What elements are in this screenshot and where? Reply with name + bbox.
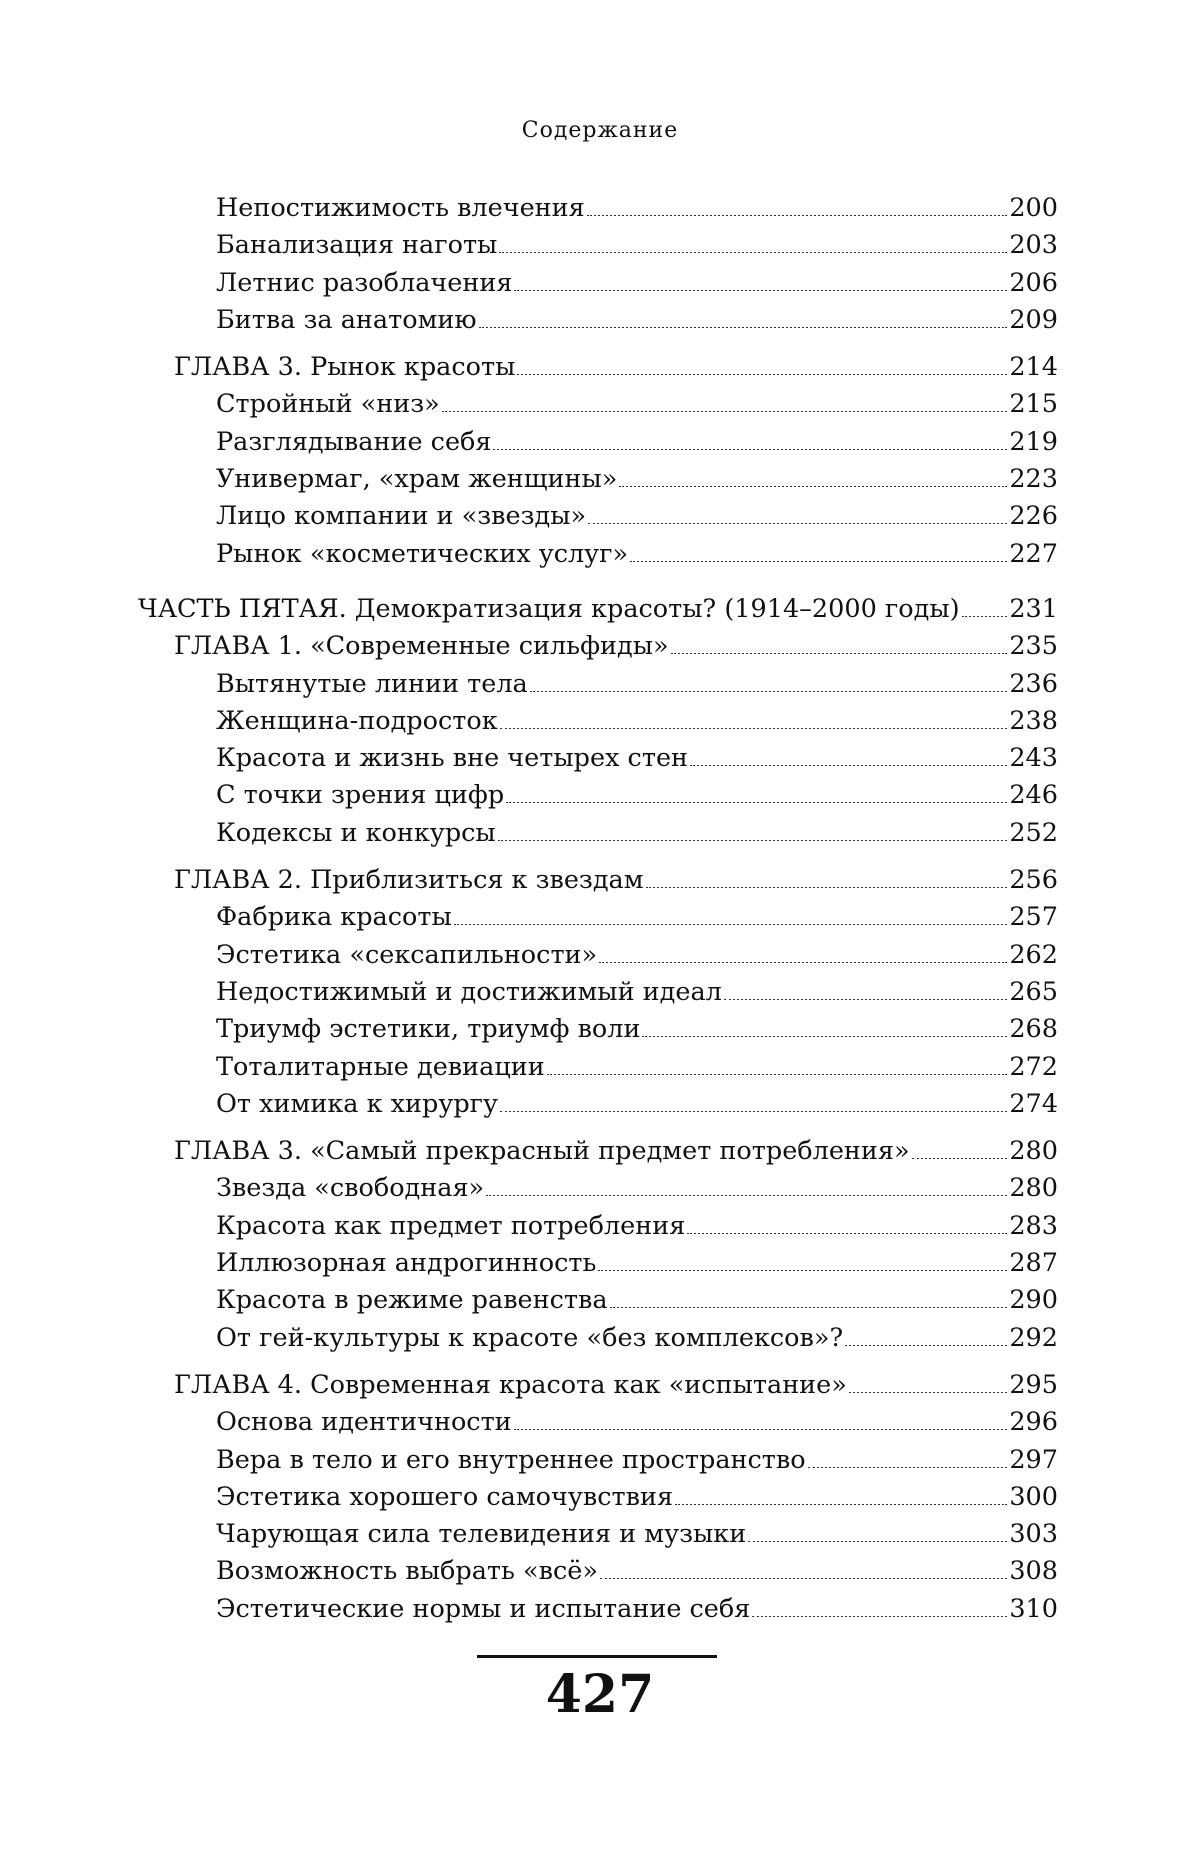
toc-block-chapter <box>0 1133 1200 1357</box>
toc-entry-page: 252 <box>1009 815 1058 852</box>
dot-leader <box>724 999 1007 1000</box>
toc-entry-section <box>0 703 1200 740</box>
toc-entry-section <box>0 1282 1200 1319</box>
dot-leader <box>671 653 1008 654</box>
toc-entry-section <box>0 1404 1200 1441</box>
toc-block-chapter <box>0 1367 1200 1628</box>
toc-entry-page: 209 <box>1009 302 1058 339</box>
toc-entry-title: Вера в тело и его внутреннее пространство <box>216 1442 806 1479</box>
running-head: Содержание <box>0 118 1200 143</box>
toc-entry-page: 200 <box>1009 190 1058 227</box>
toc-entry-page: 287 <box>1009 1245 1058 1282</box>
toc-entry-page: 300 <box>1009 1479 1058 1516</box>
toc-entry-section <box>0 1479 1200 1516</box>
toc-entry-section <box>0 302 1200 339</box>
table-of-contents <box>0 190 1200 1638</box>
toc-entry-page: 235 <box>1009 628 1058 665</box>
dot-leader <box>642 1036 1007 1037</box>
dot-leader <box>845 1345 1007 1346</box>
dot-leader <box>517 374 1007 375</box>
toc-entry-chapter <box>0 862 1200 899</box>
toc-entry-page: 203 <box>1009 227 1058 264</box>
toc-entry-chapter <box>0 1133 1200 1170</box>
dot-leader <box>500 728 1008 729</box>
toc-entry-title: От химика к хирургу <box>216 1086 498 1123</box>
toc-entry-page: 262 <box>1009 937 1058 974</box>
toc-entry-page: 292 <box>1009 1320 1058 1357</box>
dot-leader <box>514 290 1007 291</box>
toc-entry-section <box>0 536 1200 573</box>
toc-entry-page: 223 <box>1009 461 1058 498</box>
toc-entry-title: Триумф эстетики, триумф воли <box>216 1011 640 1048</box>
dot-leader <box>547 1074 1008 1075</box>
toc-entry-chapter <box>0 628 1200 665</box>
dot-leader <box>500 1111 1007 1112</box>
dot-leader <box>690 765 1007 766</box>
toc-entry-section <box>0 777 1200 814</box>
toc-entry-page: 257 <box>1009 899 1058 936</box>
toc-entry-section <box>0 1245 1200 1282</box>
toc-entry-page: 219 <box>1009 424 1058 461</box>
toc-entry-title: С точки зрения цифр <box>216 777 504 814</box>
toc-entry-page: 303 <box>1009 1516 1058 1553</box>
toc-entry-section <box>0 937 1200 974</box>
toc-entry-page: 272 <box>1009 1049 1058 1086</box>
dot-leader <box>748 1541 1007 1542</box>
toc-entry-title: Лицо компании и «звезды» <box>216 498 586 535</box>
toc-entry-title: Эстетика хорошего самочувствия <box>216 1479 673 1516</box>
toc-entry-page: 206 <box>1009 265 1058 302</box>
toc-entry-page: 265 <box>1009 974 1058 1011</box>
dot-leader <box>499 252 1007 253</box>
dot-leader <box>599 962 1007 963</box>
dot-leader <box>442 411 1008 412</box>
toc-entry-section <box>0 265 1200 302</box>
toc-entry-title: Красота и жизнь вне четырех стен <box>216 740 688 777</box>
dot-leader <box>687 1233 1007 1234</box>
toc-entry-title: ЧАСТЬ ПЯТАЯ. Демократизация красоты? (1914–2000 годы) <box>138 591 960 628</box>
toc-entry-section <box>0 1011 1200 1048</box>
toc-entry-title: Битва за анатомию <box>216 302 477 339</box>
toc-entry-title: Возможность выбрать «всё» <box>216 1553 598 1590</box>
toc-block-chapter <box>0 349 1200 573</box>
toc-entry-page: 295 <box>1009 1367 1058 1404</box>
toc-entry-title: ГЛАВА 3. «Самый прекрасный предмет потребления» <box>174 1133 910 1170</box>
toc-entry-title: ГЛАВА 3. Рынок красоты <box>174 349 515 386</box>
toc-entry-section <box>0 1170 1200 1207</box>
dot-leader <box>588 523 1007 524</box>
toc-entry-page: 296 <box>1009 1404 1058 1441</box>
toc-entry-title: Основа идентичности <box>216 1404 512 1441</box>
toc-entry-title: От гей-культуры к красоте «без комплексов»? <box>216 1320 843 1357</box>
toc-entry-page: 290 <box>1009 1282 1058 1319</box>
dot-leader <box>849 1392 1007 1393</box>
toc-entry-title: Рынок «косметических услуг» <box>216 536 628 573</box>
toc-entry-title: Вытянутые линии тела <box>216 666 528 703</box>
dot-leader <box>619 486 1007 487</box>
toc-block-part <box>0 591 1200 852</box>
dot-leader <box>600 1578 1007 1579</box>
toc-entry-title: Стройный «низ» <box>216 386 440 423</box>
toc-entry-section <box>0 1049 1200 1086</box>
toc-entry-title: Летнис разоблачения <box>216 265 512 302</box>
toc-entry-page: 268 <box>1009 1011 1058 1048</box>
toc-block-continuation <box>0 190 1200 339</box>
toc-entry-title: Недостижимый и достижимый идеал <box>216 974 722 1011</box>
toc-entry-section <box>0 1591 1200 1628</box>
toc-entry-section <box>0 740 1200 777</box>
toc-entry-page: 226 <box>1009 498 1058 535</box>
dot-leader <box>454 924 1008 925</box>
toc-entry-title: Звезда «свободная» <box>216 1170 484 1207</box>
dot-leader <box>630 561 1007 562</box>
toc-entry-title: Чарующая сила телевидения и музыки <box>216 1516 746 1553</box>
toc-entry-title: Разглядывание себя <box>216 424 491 461</box>
toc-entry-title: Кодексы и конкурсы <box>216 815 496 852</box>
dot-leader <box>646 887 1008 888</box>
toc-entry-section <box>0 461 1200 498</box>
dot-leader <box>530 691 1008 692</box>
toc-entry-page: 280 <box>1009 1133 1058 1170</box>
toc-entry-page: 256 <box>1009 862 1058 899</box>
toc-entry-page: 231 <box>1009 591 1058 628</box>
toc-entry-title: Банализация наготы <box>216 227 497 264</box>
dot-leader <box>506 802 1007 803</box>
toc-entry-page: 283 <box>1009 1208 1058 1245</box>
dot-leader <box>912 1158 1008 1159</box>
toc-entry-title: Фабрика красоты <box>216 899 452 936</box>
dot-leader <box>498 840 1008 841</box>
toc-entry-section <box>0 1516 1200 1553</box>
toc-entry-section <box>0 974 1200 1011</box>
toc-entry-page: 238 <box>1009 703 1058 740</box>
dot-leader <box>587 215 1008 216</box>
dot-leader <box>598 1270 1007 1271</box>
toc-entry-page: 227 <box>1009 536 1058 573</box>
toc-entry-part <box>0 591 1200 628</box>
toc-entry-title: ГЛАВА 2. Приблизиться к звездам <box>174 862 644 899</box>
dot-leader <box>479 327 1008 328</box>
toc-entry-title: Иллюзорная андрогинность <box>216 1245 596 1282</box>
dot-leader <box>808 1467 1008 1468</box>
toc-entry-page: 274 <box>1009 1086 1058 1123</box>
toc-entry-title: Эстетические нормы и испытание себя <box>216 1591 750 1628</box>
toc-entry-page: 308 <box>1009 1553 1058 1590</box>
toc-entry-section <box>0 1208 1200 1245</box>
toc-entry-section <box>0 227 1200 264</box>
dot-leader <box>675 1504 1007 1505</box>
toc-entry-title: ГЛАВА 4. Современная красота как «испытание» <box>174 1367 847 1404</box>
toc-entry-page: 246 <box>1009 777 1058 814</box>
toc-entry-title: Универмаг, «храм женщины» <box>216 461 617 498</box>
dot-leader <box>610 1307 1008 1308</box>
dot-leader <box>962 616 1008 617</box>
footer-rule <box>477 1655 717 1658</box>
toc-entry-page: 310 <box>1009 1591 1058 1628</box>
dot-leader <box>752 1616 1007 1617</box>
toc-entry-section <box>0 1553 1200 1590</box>
toc-entry-section <box>0 498 1200 535</box>
toc-entry-title: Красота как предмет потребления <box>216 1208 685 1245</box>
toc-entry-chapter <box>0 349 1200 386</box>
toc-entry-chapter <box>0 1367 1200 1404</box>
toc-entry-title: ГЛАВА 1. «Современные сильфиды» <box>174 628 669 665</box>
toc-entry-section <box>0 1442 1200 1479</box>
toc-block-chapter <box>0 862 1200 1123</box>
toc-entry-section <box>0 1320 1200 1357</box>
toc-entry-section <box>0 666 1200 703</box>
toc-entry-page: 280 <box>1009 1170 1058 1207</box>
toc-entry-title: Эстетика «сексапильности» <box>216 937 597 974</box>
toc-entry-section <box>0 190 1200 227</box>
dot-leader <box>493 449 1007 450</box>
toc-entry-title: Красота в режиме равенства <box>216 1282 608 1319</box>
toc-entry-section <box>0 1086 1200 1123</box>
toc-entry-section <box>0 899 1200 936</box>
toc-entry-page: 236 <box>1009 666 1058 703</box>
toc-entry-section <box>0 386 1200 423</box>
page-number: 427 <box>0 1664 1200 1725</box>
toc-entry-title: Женщина-подросток <box>216 703 498 740</box>
toc-entry-section <box>0 424 1200 461</box>
toc-entry-title: Тоталитарные девиации <box>216 1049 545 1086</box>
toc-entry-title: Непостижимость влечения <box>216 190 585 227</box>
dot-leader <box>486 1195 1007 1196</box>
toc-entry-page: 214 <box>1009 349 1058 386</box>
toc-entry-page: 297 <box>1009 1442 1058 1479</box>
toc-entry-section <box>0 815 1200 852</box>
toc-entry-page: 243 <box>1009 740 1058 777</box>
dot-leader <box>514 1429 1008 1430</box>
toc-entry-page: 215 <box>1009 386 1058 423</box>
